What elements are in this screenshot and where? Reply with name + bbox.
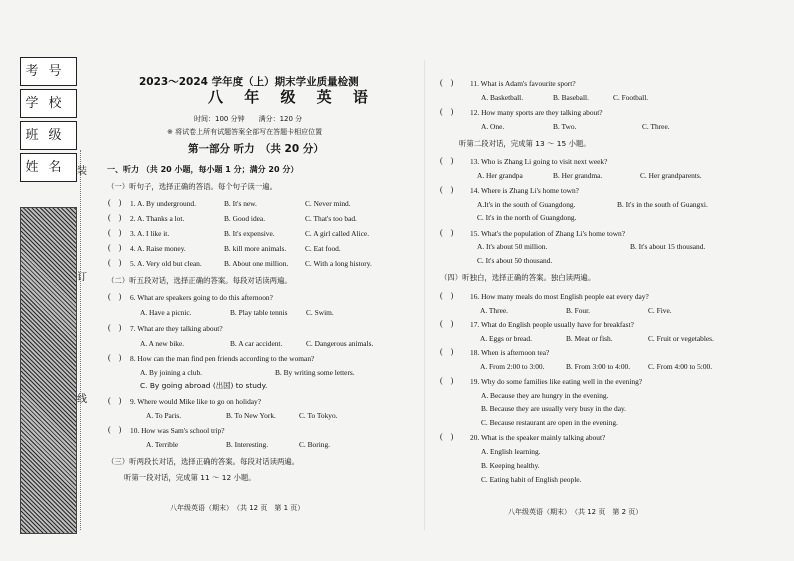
- sub-heading-1: （一）听句子，选择正确的答语。每个句子读一遍。: [107, 182, 277, 191]
- q13-a: A. Her grandpa: [477, 171, 523, 180]
- answer-paren: ( ): [108, 292, 122, 301]
- q9-a: A. To Paris.: [146, 411, 182, 420]
- q6-stem: 6. What are speakers going to do this afternoon?: [130, 293, 273, 302]
- q13-stem: 13. Who is Zhang Li going to visit next week?: [470, 157, 608, 166]
- sub-heading-4: （四）听独白，选择正确的答案。独白读两遍。: [440, 273, 596, 282]
- q15-stem: 15. What's the population of Zhang Li's home town?: [470, 229, 626, 238]
- binding-line: [80, 150, 81, 530]
- school-box: 学校: [20, 89, 77, 118]
- q20-c: C. Eating habit of English people.: [481, 475, 582, 484]
- q15-a: A. It's about 50 million.: [477, 242, 548, 251]
- q8-b: B. By writing some letters.: [275, 368, 355, 377]
- q14-a: A.It's in the south of Guangdong.: [477, 200, 576, 209]
- answer-paren: ( ): [108, 213, 122, 222]
- q19-c: C. Because restaurant are open in the evening.: [481, 418, 618, 427]
- sub-heading-2: （二）听五段对话，选择正确的答案。每段对话读两遍。: [107, 276, 292, 285]
- q11-c: C. Football.: [613, 93, 649, 102]
- q11-stem: 11. What is Adam's favourite sport?: [470, 79, 576, 88]
- q6-b: B. Play table tennis: [230, 308, 288, 317]
- q6-a: A. Have a picnic.: [140, 308, 192, 317]
- answer-paren: ( ): [108, 396, 122, 405]
- q13-c: C. Her grandparents.: [640, 171, 702, 180]
- page-footer-1: 八年级英语（期末） （共 12 页 第 1 页）: [170, 504, 305, 512]
- q15-c: C. It's about 50 thousand.: [477, 256, 553, 265]
- q5-c: C. With a long history.: [305, 259, 372, 268]
- q13-b: B. Her grandma.: [553, 171, 603, 180]
- q8-stem: 8. How can the man find pen friends according to the woman?: [130, 354, 315, 363]
- q12-c: C. Three.: [642, 122, 670, 131]
- q14-c: C. It's in the north of Guangdong.: [477, 213, 577, 222]
- q2-b: B. Good idea.: [224, 214, 266, 223]
- q17-a: A. Eggs or bread.: [480, 334, 532, 343]
- q9-c: C. To Tokyo.: [299, 411, 338, 420]
- q10-b: B. Interesting.: [226, 440, 269, 449]
- q11-b: B. Baseball.: [553, 93, 589, 102]
- q3-a: 3. A. I like it.: [130, 229, 170, 238]
- answer-paren: ( ): [440, 156, 454, 165]
- sub-heading-3b: 听第二段对话，完成第 13 ～ 15 小题。: [459, 139, 591, 148]
- q16-c: C. Five.: [648, 306, 672, 315]
- answer-paren: ( ): [108, 198, 122, 207]
- q3-c: C. A girl called Alice.: [305, 229, 370, 238]
- answer-paren: ( ): [440, 319, 454, 328]
- q1-c: C. Never mind.: [305, 199, 351, 208]
- q15-b: B. It's about 15 thousand.: [630, 242, 706, 251]
- q14-stem: 14. Where is Zhang Li's home town?: [470, 186, 579, 195]
- binding-char-zhuang: 装: [77, 166, 87, 177]
- q18-c: C. From 4:00 to 5:00.: [648, 362, 713, 371]
- answer-paren: ( ): [440, 432, 454, 441]
- answer-paren: ( ): [440, 347, 454, 356]
- answer-paren: ( ): [108, 425, 122, 434]
- binding-char-ding: 订: [77, 272, 87, 283]
- q7-a: A. A new bike.: [140, 339, 185, 348]
- answer-paren: ( ): [108, 323, 122, 332]
- q10-c: C. Boring.: [299, 440, 331, 449]
- exam-title: 2023～2024 学年度（上）期末学业质量检测: [139, 76, 359, 88]
- hatched-strip: [20, 207, 77, 534]
- q3-b: B. It's expensive.: [224, 229, 275, 238]
- q2-c: C. That's too bad.: [305, 214, 357, 223]
- answer-paren: ( ): [440, 78, 454, 87]
- q7-c: C. Dangerous animals.: [306, 339, 374, 348]
- q14-b: B. It's in the south of Guangxi.: [617, 200, 708, 209]
- answer-paren: ( ): [440, 228, 454, 237]
- q9-stem: 9. Where would Mike like to go on holiday?: [130, 397, 262, 406]
- class-box: 班级: [20, 121, 77, 150]
- q12-b: B. Two.: [553, 122, 577, 131]
- page-divider: [424, 60, 425, 530]
- q10-stem: 10. How was Sam's school trip?: [130, 426, 225, 435]
- q12-stem: 12. How many sports are they talking about?: [470, 108, 603, 117]
- q19-a: A. Because they are hungry in the evening.: [481, 391, 609, 400]
- sub-heading-3a: 听第一段对话，完成第 11 ～ 12 小题。: [124, 473, 256, 482]
- q19-stem: 19. Why do some families like eating well in the evening?: [470, 377, 643, 386]
- q20-stem: 20. What is the speaker mainly talking about?: [470, 433, 606, 442]
- q20-b: B. Keeping healthy.: [481, 461, 540, 470]
- answer-paren: ( ): [108, 228, 122, 237]
- q5-a: 5. A. Very old but clean.: [130, 259, 202, 268]
- answer-paren: ( ): [108, 243, 122, 252]
- q18-a: A. From 2:00 to 3:00.: [480, 362, 545, 371]
- q6-c: C. Swim.: [306, 308, 334, 317]
- exam-number-box: 考号: [20, 57, 77, 86]
- q8-a: A. By joining a club.: [140, 368, 202, 377]
- q17-c: C. Fruit or vegetables.: [648, 334, 714, 343]
- q11-a: A. Basketball.: [481, 93, 524, 102]
- q1-b: B. It's new.: [224, 199, 257, 208]
- answer-paren: ( ): [440, 107, 454, 116]
- q12-a: A. One.: [481, 122, 505, 131]
- q17-stem: 17. What do English people usually have for breakfast?: [470, 320, 634, 329]
- q7-b: B. A car accident.: [230, 339, 283, 348]
- q1-a: 1. A. By underground.: [130, 199, 196, 208]
- exam-meta: 时间：100 分钟 满分：120 分: [194, 115, 303, 123]
- sub-heading-3: （三）听两段长对话，选择正确的答案。每段对话读两遍。: [107, 457, 300, 466]
- q2-a: 2. A. Thanks a lot.: [130, 214, 185, 223]
- answer-paren: ( ): [440, 291, 454, 300]
- q4-c: C. Eat food.: [305, 244, 341, 253]
- q4-a: 4. A. Raise money.: [130, 244, 186, 253]
- q16-stem: 16. How many meals do most English people eat every day?: [470, 292, 649, 301]
- binding-char-xian: 线: [77, 394, 87, 405]
- q7-stem: 7. What are they talking about?: [130, 324, 223, 333]
- q20-a: A. English learning.: [481, 447, 541, 456]
- q18-stem: 18. When is afternoon tea?: [470, 348, 550, 357]
- q4-b: B. kill more animals.: [224, 244, 287, 253]
- answer-note: ※ 将试卷上所有试题答案全部写在答题卡相应位置: [167, 128, 323, 136]
- answer-paren: ( ): [108, 353, 122, 362]
- q10-a: A. Terrible: [146, 440, 179, 449]
- q9-b: B. To New York.: [226, 411, 276, 420]
- page-footer-2: 八年级英语（期末） （共 12 页 第 2 页）: [508, 508, 643, 516]
- q16-a: A. Three.: [480, 306, 508, 315]
- name-box: 姓名: [20, 153, 77, 182]
- q19-b: B. Because they are usually very busy in the day.: [481, 404, 627, 413]
- part-title: 第一部分 听力 （共 20 分）: [188, 143, 324, 155]
- answer-paren: ( ): [440, 185, 454, 194]
- answer-paren: ( ): [440, 376, 454, 385]
- subject-title: 八 年 级 英 语: [208, 88, 376, 106]
- answer-paren: ( ): [108, 258, 122, 267]
- q16-b: B. Four.: [566, 306, 591, 315]
- q17-b: B. Meat or fish.: [566, 334, 613, 343]
- q8-c: C. By going abroad (出国) to study.: [140, 381, 268, 390]
- section-heading: 一、听力 （共 20 小题，每小题 1 分；满分 20 分）: [107, 165, 299, 174]
- q18-b: B. From 3:00 to 4:00.: [566, 362, 631, 371]
- q5-b: B. About one million.: [224, 259, 289, 268]
